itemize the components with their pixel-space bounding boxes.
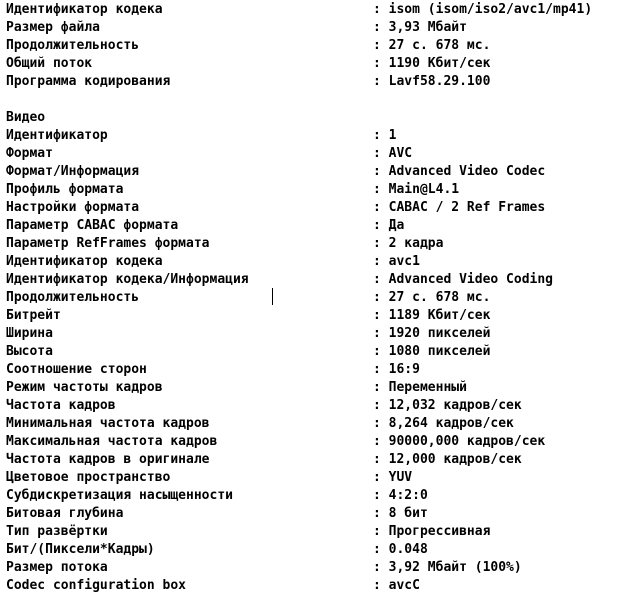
info-value: : 1920 пикселей [373,326,491,341]
info-label: Субдискретизация насыщенности [6,488,233,503]
info-label: Общий поток [6,56,93,71]
info-label: Соотношение сторон [6,362,147,377]
info-value: : 16:9 [373,362,420,377]
info-value: : Advanced Video Codec [373,164,546,179]
info-row [6,163,624,181]
info-value: : 0.048 [373,542,428,557]
info-label: Формат [6,146,53,161]
info-value: : YUV [373,470,413,485]
info-row [6,145,624,163]
info-row [6,343,624,361]
info-label: Ширина [6,326,53,341]
info-label: Параметр RefFrames формата [6,236,210,251]
info-row [6,181,624,199]
info-value: : 12,032 кадров/сек [373,398,522,413]
info-label: Codec configuration box [6,578,187,593]
info-row [6,127,624,145]
info-label: Тип развёртки [6,524,108,539]
info-row [6,325,624,343]
info-row [6,415,624,433]
info-row [6,469,624,487]
info-row [6,289,624,307]
info-row [6,433,624,451]
info-value: : avcC [373,578,420,593]
info-row [6,235,624,253]
info-value: : CABAC / 2 Ref Frames [373,200,546,215]
info-value: : 1080 пикселей [373,344,491,359]
info-label: Размер файла [6,20,100,35]
info-row [6,523,624,541]
info-value: : AVC [373,146,413,161]
info-value: : Main@L4.1 [373,182,460,197]
info-value: : 4:2:0 [373,488,428,503]
info-label: Битрейт [6,308,61,323]
info-row [6,199,624,217]
info-label: Идентификатор кодека/Информация [6,272,249,287]
info-value: : 90000,000 кадров/сек [373,434,546,449]
info-label: Цветовое пространство [6,470,171,485]
text-cursor-caret [272,288,273,305]
info-value: : 1190 Кбит/сек [373,56,491,71]
info-label: Максимальная частота кадров [6,434,218,449]
info-label: Настройки формата [6,200,140,215]
info-value: : Advanced Video Coding [373,272,554,287]
info-label: Размер потока [6,560,108,575]
info-row [6,19,624,37]
info-label: Режим частоты кадров [6,380,163,395]
info-value: : 8,264 кадров/сек [373,416,514,431]
info-value: : 8 бит [373,506,428,521]
info-row [6,451,624,469]
info-label: Идентификатор кодека [6,254,163,269]
section-title: Видео [6,110,46,125]
info-value: : avc1 [373,254,420,269]
info-row [6,37,624,55]
info-row [6,577,624,595]
info-row [6,487,624,505]
info-label: Бит/(Пиксели*Кадры) [6,542,155,557]
info-label: Программа кодирования [6,74,171,89]
info-value: : Lavf58.29.100 [373,74,491,89]
info-row [6,307,624,325]
info-value: : 1 [373,128,397,143]
info-row [6,397,624,415]
info-value: : 27 с. 678 мс. [373,38,491,53]
info-label: Идентификатор [6,128,108,143]
info-row [6,361,624,379]
info-label: Частота кадров в оригинале [6,452,210,467]
info-value: : 12,000 кадров/сек [373,452,522,467]
info-label: Продолжительность [6,290,140,305]
info-row [6,379,624,397]
info-label: Параметр CABAC формата [6,218,179,233]
info-value: : Переменный [373,380,467,395]
info-row [6,505,624,523]
info-label: Идентификатор кодека [6,2,163,17]
info-value: : Да [373,218,405,233]
info-label: Высота [6,344,53,359]
info-label: Частота кадров [6,398,116,413]
info-value: : 1189 Кбит/сек [373,308,491,323]
info-label: Минимальная частота кадров [6,416,210,431]
info-row [6,559,624,577]
info-row [6,73,624,91]
section-title-video [6,109,624,127]
info-row [6,253,624,271]
info-value: : 3,92 Мбайт (100%) [373,560,522,575]
info-label: Формат/Информация [6,164,140,179]
info-value: : 3,93 Мбайт [373,20,467,35]
info-value: : 27 с. 678 мс. [373,290,491,305]
info-row [6,1,624,19]
info-row [6,217,624,235]
info-value: : 2 кадра [373,236,444,251]
info-row [6,55,624,73]
info-row [6,271,624,289]
info-value: : isom (isom/iso2/avc1/mp41) [373,2,593,17]
info-label: Продолжительность [6,38,140,53]
info-row [6,541,624,559]
info-label: Профиль формата [6,182,124,197]
info-value: : Прогрессивная [373,524,491,539]
info-label: Битовая глубина [6,506,124,521]
